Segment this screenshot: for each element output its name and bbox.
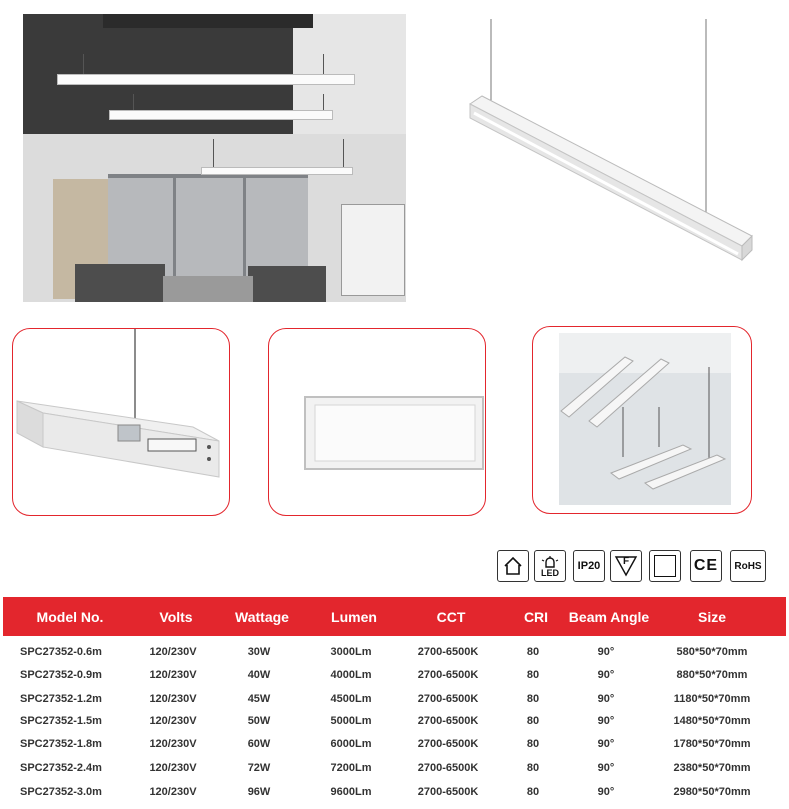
- table-cell: 9600Lm: [330, 786, 372, 798]
- table-cell: 2700-6500K: [417, 669, 479, 681]
- table-cell: 96W: [247, 786, 271, 798]
- table-cell: 2700-6500K: [417, 715, 479, 727]
- table-cell: 4500Lm: [330, 693, 372, 705]
- table-cell: SPC27352-0.9m: [20, 669, 102, 681]
- table-row: [0, 664, 789, 686]
- table-cell: 880*50*70mm: [676, 669, 748, 681]
- table-cell: 90°: [597, 738, 615, 750]
- table-cell: 2700-6500K: [417, 646, 479, 658]
- linear-pendant-light-image: [430, 14, 780, 304]
- end-cap-detail-frame: [12, 328, 230, 516]
- installation-scene-frame: [532, 326, 752, 514]
- header-cct: CCT: [436, 609, 466, 625]
- table-cell: 80: [526, 646, 540, 658]
- ce-mark-icon: CE: [690, 550, 722, 582]
- table-cell: 120/230V: [149, 669, 197, 681]
- table-cell: 80: [526, 786, 540, 798]
- header-volts: Volts: [159, 609, 193, 625]
- table-cell: 5000Lm: [330, 715, 372, 727]
- table-cell: 4000Lm: [330, 669, 372, 681]
- table-cell: 2700-6500K: [417, 738, 479, 750]
- table-row: [0, 641, 789, 663]
- table-cell: 80: [526, 669, 540, 681]
- table-row: [0, 688, 789, 710]
- indoor-use-icon: [497, 550, 529, 582]
- table-cell: SPC27352-1.5m: [20, 715, 102, 727]
- header-cri: CRI: [523, 609, 549, 625]
- table-cell: 50W: [247, 715, 271, 727]
- diffuser-detail-frame: [268, 328, 486, 516]
- table-cell: 80: [526, 693, 540, 705]
- table-cell: 80: [526, 715, 540, 727]
- table-cell: 72W: [247, 762, 271, 774]
- table-cell: 7200Lm: [330, 762, 372, 774]
- table-cell: 1780*50*70mm: [673, 738, 751, 750]
- header-lumen: Lumen: [331, 609, 377, 625]
- table-cell: SPC27352-3.0m: [20, 786, 102, 798]
- f-mark-icon: F: [610, 550, 642, 582]
- table-cell: 3000Lm: [330, 646, 372, 658]
- table-cell: 120/230V: [149, 715, 197, 727]
- ip-rating-badge: IP20: [573, 550, 605, 582]
- spec-table-header: [3, 597, 786, 636]
- table-cell: 2380*50*70mm: [673, 762, 751, 774]
- header-size: Size: [697, 609, 726, 625]
- table-row: [0, 733, 789, 755]
- table-cell: 90°: [597, 715, 615, 727]
- table-cell: 90°: [597, 646, 615, 658]
- table-cell: SPC27352-0.6m: [20, 646, 102, 658]
- table-cell: 2980*50*70mm: [673, 786, 751, 798]
- table-cell: 2700-6500K: [417, 786, 479, 798]
- table-cell: 120/230V: [149, 786, 197, 798]
- table-cell: 120/230V: [149, 693, 197, 705]
- table-row: [0, 710, 789, 732]
- table-row: [0, 757, 789, 779]
- class-insulation-icon: [649, 550, 681, 582]
- table-cell: SPC27352-1.8m: [20, 738, 102, 750]
- table-cell: 45W: [247, 693, 271, 705]
- table-cell: 80: [526, 738, 540, 750]
- header-wattage: Wattage: [235, 609, 289, 625]
- table-cell: SPC27352-2.4m: [20, 762, 102, 774]
- table-cell: 2700-6500K: [417, 762, 479, 774]
- table-cell: 120/230V: [149, 738, 197, 750]
- table-cell: 90°: [597, 669, 615, 681]
- table-cell: 90°: [597, 762, 615, 774]
- table-cell: 30W: [247, 646, 271, 658]
- table-cell: 90°: [597, 693, 615, 705]
- table-cell: 120/230V: [149, 762, 197, 774]
- table-cell: 580*50*70mm: [676, 646, 748, 658]
- table-row: [0, 781, 789, 803]
- header-beam-angle: Beam Angle: [568, 609, 650, 625]
- table-cell: 1180*50*70mm: [673, 693, 751, 705]
- table-cell: 90°: [597, 786, 615, 798]
- table-cell: SPC27352-1.2m: [20, 693, 102, 705]
- led-icon: LED: [534, 550, 566, 582]
- table-cell: 60W: [247, 738, 271, 750]
- table-cell: 1480*50*70mm: [673, 715, 751, 727]
- rohs-badge: RoHS: [730, 550, 766, 582]
- table-cell: 40W: [247, 669, 271, 681]
- office-application-photo: [23, 14, 406, 302]
- table-cell: 120/230V: [149, 646, 197, 658]
- header-model: Model No.: [36, 609, 104, 625]
- table-cell: 2700-6500K: [417, 693, 479, 705]
- table-cell: 6000Lm: [330, 738, 372, 750]
- table-cell: 80: [526, 762, 540, 774]
